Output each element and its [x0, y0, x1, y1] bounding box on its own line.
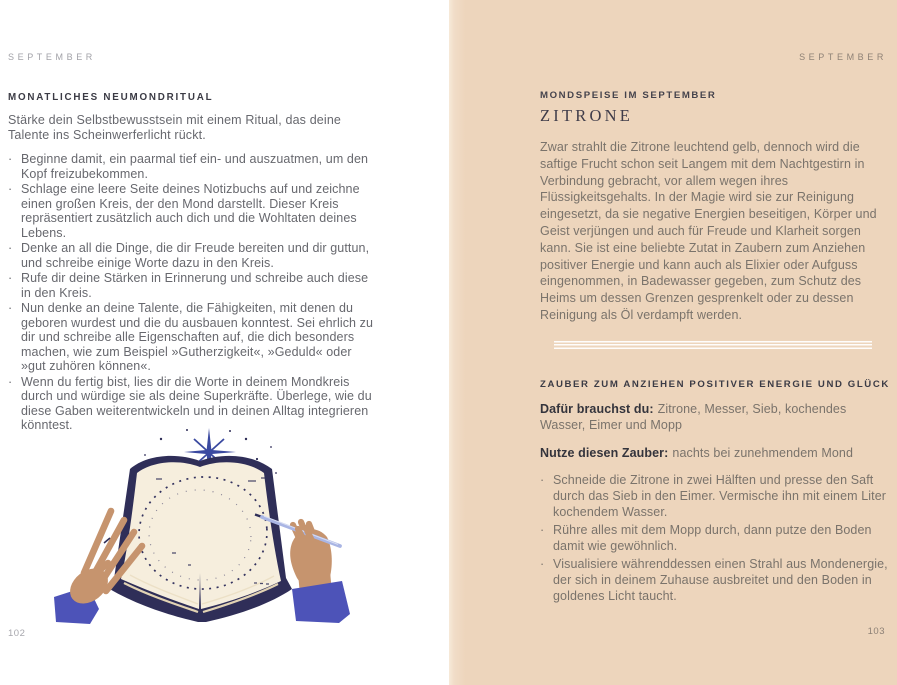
page-title: ZITRONE [540, 106, 633, 125]
open-book-graphic [108, 456, 292, 622]
spell-title: ZAUBER ZUM ANZIEHEN POSITIVER ENERGIE UND GLÜCK [540, 378, 890, 390]
use-label: Nutze diesen Zauber: [540, 445, 669, 460]
spell-steps-list [540, 472, 892, 604]
page-number-right: 103 [867, 626, 885, 637]
list-item [8, 152, 376, 181]
open-book-illustration [40, 425, 360, 630]
list-item [8, 182, 376, 240]
list-item-text: Rufe dir deine Stärken in Erinnerung und schreibe auch diese in den Kreis. [21, 271, 369, 300]
bullet-dot: · [8, 152, 13, 166]
spell-timing-line [540, 445, 892, 462]
right-page [449, 0, 897, 685]
bullet-dot: · [8, 271, 13, 285]
ritual-steps-list [8, 152, 376, 433]
list-item [540, 472, 892, 520]
moonfood-kicker: MONDSPEISE IM SEPTEMBER [540, 90, 717, 101]
list-item-text: Denke an all die Dinge, die dir Freude bereiten und dir guttun, und schreibe einige Worte dazu in den Kreis. [21, 241, 370, 270]
needs-label: Dafür brauchst du: [540, 401, 654, 416]
list-item-text: Wenn du fertig bist, lies dir die Worte in deinem Mondkreis durch und würdige sie als deine Superkräfte. Überlege, wie du diese Gaben weiterentwickeln und in deinen Alltag integrieren könntest. [21, 374, 372, 432]
list-item-text: Schlage eine leere Seite deines Notizbuchs auf und zeichne einen großen Kreis, der den Mond darstellt. Dieser Kreis repräsentiert zusätzlich auch dich und die Wohltaten deines Lebens. [21, 182, 360, 240]
right-text-column [540, 90, 892, 604]
page-number-left: 102 [8, 628, 26, 639]
bullet-dot: · [540, 473, 545, 488]
ritual-intro-text: Stärke dein Selbstbewusstsein mit einem Ritual, das deine Talente ins Scheinwerferlicht rückt. [8, 113, 342, 142]
ritual-section-title: MONATLICHES NEUMONDRITUAL [8, 92, 214, 103]
list-item [8, 241, 376, 270]
list-item-text: Rühre alles mit dem Mopp durch, dann putze den Boden damit wie gewöhnlich. [553, 523, 872, 554]
left-text-column [0, 92, 376, 433]
right-running-header: SEPTEMBER [799, 52, 887, 62]
list-item-text: Schneide die Zitrone in zwei Hälften und presse den Saft durch das Sieb in den Eimer. Vermische ihn mit einem Liter kochendem Wasser. [553, 473, 887, 520]
zitrone-paragraph: Zwar strahlt die Zitrone leuchtend gelb, dennoch wird die saftige Frucht schon seit Langem mit dem Nachtgestirn in Verbindung gebracht, vor allem wegen ihres Flüssigkeitsgehalts. In der Magie wird sie zur Reinigung eingesetzt, da sie negative Energien beseitigen, Körper und Geist verjüngen und auch für Freude und Klarheit sorgen kann. Sie ist eine beliebte Zutat in Zaubern zum Anziehen positiver Energie und kann auch als Elixier oder Aufguss eingenommen, in Badewasser gegeben, zum Schutz des Heims um dessen Grenzen gesprenkelt oder zu dessen Reinigung als Öl verdampft werden. [540, 140, 877, 322]
list-item [8, 301, 376, 374]
list-item-text: Visualisiere währenddessen einen Strahl aus Mondenergie, der sich in deinem Zuhause ausbreitet und den Boden in goldenes Licht taucht. [553, 557, 888, 604]
list-item-text: Beginne damit, ein paarmal tief ein- und auszuatmen, um den Kopf freizubekommen. [21, 152, 369, 181]
spell-needs-line [540, 401, 892, 434]
list-item-text: Nun denke an deine Talente, die Fähigkeiten, mit denen du geboren wurdest und die du ausbauen konntest. Sei ehrlich zu dir und schreibe alle Eigenschaften auf, die dich besonders machen, wie zum Beispiel »Gutherzigkeit«, »Geduld« oder »gut zuhören können«. [21, 301, 374, 373]
section-divider [554, 341, 872, 350]
list-item [8, 375, 376, 433]
list-item [8, 271, 376, 300]
bullet-dot: · [8, 182, 13, 196]
bullet-dot: · [540, 557, 545, 572]
needs-value: Zitrone, Messer, Sieb, kochendes Wasser, Eimer und Mopp [540, 401, 847, 433]
use-value: nachts bei zunehmendem Mond [672, 445, 854, 460]
bullet-dot: · [8, 374, 13, 389]
bullet-dot: · [540, 523, 545, 538]
bullet-dot: · [8, 241, 13, 255]
list-item [540, 522, 892, 554]
left-running-header: SEPTEMBER [8, 52, 96, 62]
bullet-dot: · [8, 301, 13, 315]
list-item [540, 556, 892, 604]
